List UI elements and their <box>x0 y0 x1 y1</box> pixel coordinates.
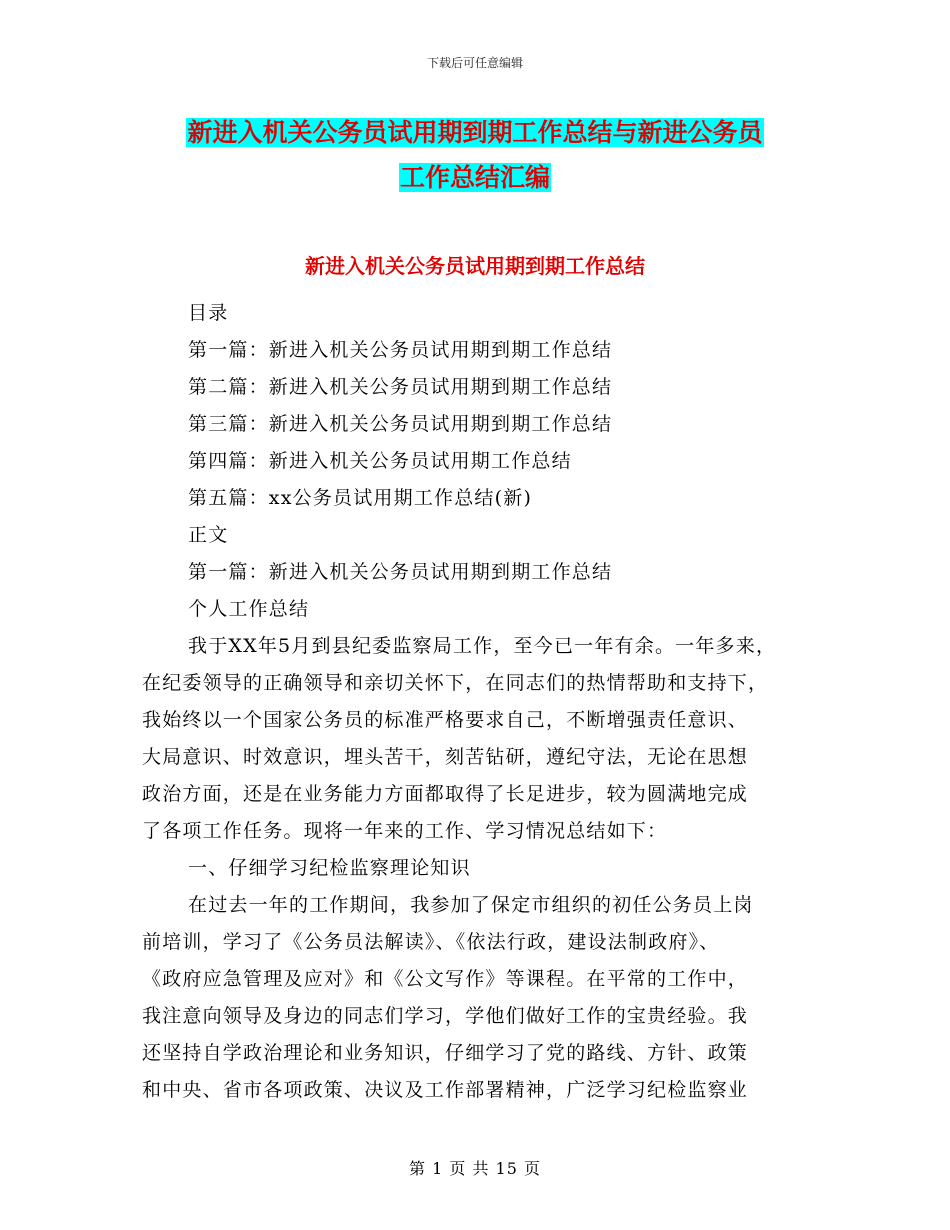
page-footer: 第 1 页 共 15 页 <box>409 1159 541 1178</box>
zhengwen-heading: 正文 <box>188 524 229 546</box>
paragraph-line: 还坚持自学政治理论和业务知识，仔细学习了党的路线、方针、政策 <box>142 1042 749 1064</box>
toc-heading: 目录 <box>188 302 229 324</box>
main-title-line-1 <box>0 113 950 149</box>
paragraph-line: 政治方面，还是在业务能力方面都取得了长足进步，较为圆满地完成 <box>142 783 749 805</box>
main-title-line-2 <box>0 158 950 194</box>
article-heading: 第一篇：新进入机关公务员试用期到期工作总结 <box>188 561 613 583</box>
toc-item: 第一篇：新进入机关公务员试用期到期工作总结 <box>188 339 613 361</box>
paragraph-line: 前培训，学习了《公务员法解读》、《依法行政，建设法制政府》、 <box>142 931 720 953</box>
main-title-text-1: 新进入机关公务员试用期到期工作总结与新进公务员 <box>187 118 763 147</box>
paragraph-line: 《政府应急管理及应对》和《公文写作》等课程。在平常的工作中， <box>142 968 749 990</box>
paragraph-line: 了各项工作任务。现将一年来的工作、学习情况总结如下： <box>142 820 668 842</box>
personal-summary-heading: 个人工作总结 <box>188 598 310 620</box>
section-heading: 一、仔细学习纪检监察理论知识 <box>188 857 471 879</box>
toc-item: 第五篇：xx公务员试用期工作总结(新) <box>188 487 533 509</box>
toc-item: 第二篇：新进入机关公务员试用期到期工作总结 <box>188 376 613 398</box>
paragraph-line: 大局意识、时效意识，埋头苦干，刻苦钻研，遵纪守法，无论在思想 <box>142 746 749 768</box>
paragraph-line: 在纪委领导的正确领导和亲切关怀下，在同志们的热情帮助和支持下， <box>142 672 769 694</box>
paragraph-line: 在过去一年的工作期间，我参加了保定市组织的初任公务员上岗 <box>188 894 754 916</box>
paragraph-line: 我注意向领导及身边的同志们学习，学他们做好工作的宝贵经验。我 <box>142 1005 749 1027</box>
paragraph-line: 和中央、省市各项政策、决议及工作部署精神，广泛学习纪检监察业 <box>142 1079 749 1101</box>
paragraph-line: 我于XX年5月到县纪委监察局工作，至今已一年有余。一年多来， <box>188 635 777 657</box>
sub-title: 新进入机关公务员试用期到期工作总结 <box>305 254 645 278</box>
toc-item: 第三篇：新进入机关公务员试用期到期工作总结 <box>188 413 613 435</box>
header-note: 下载后可任意编辑 <box>426 56 523 70</box>
main-title-text-2: 工作总结汇编 <box>399 163 550 192</box>
paragraph-line: 我始终以一个国家公务员的标准严格要求自己，不断增强责任意识、 <box>142 709 749 731</box>
toc-item: 第四篇：新进入机关公务员试用期工作总结 <box>188 450 572 472</box>
